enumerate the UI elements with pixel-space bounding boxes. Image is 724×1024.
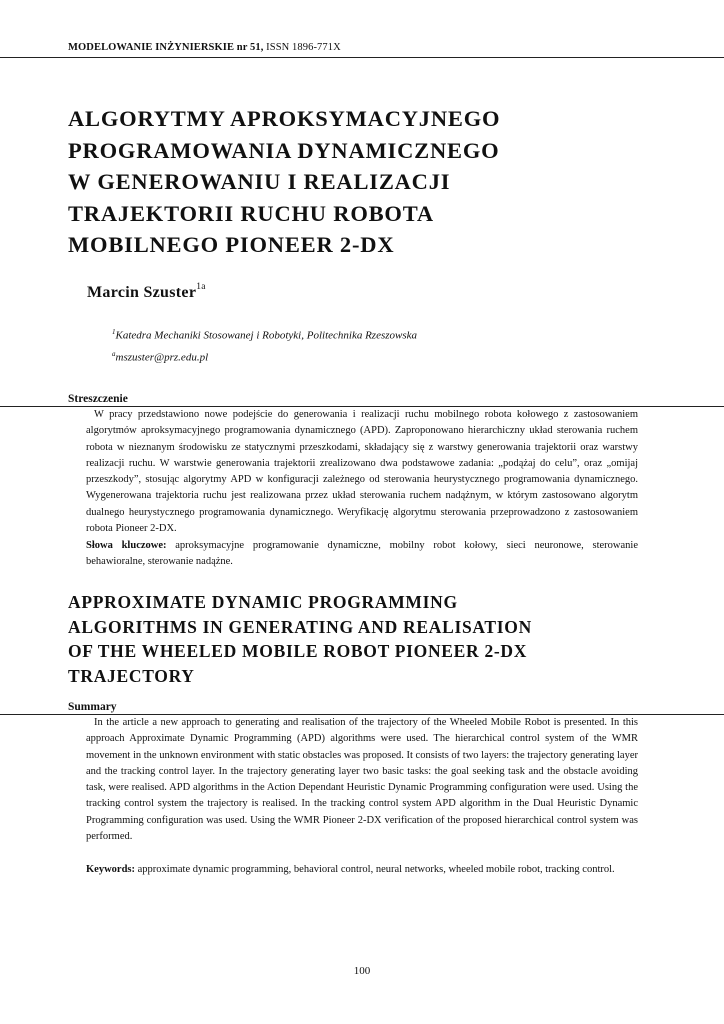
keywords-pl-label: Słowa kluczowe: [86,540,167,551]
author-sup: 1a [196,282,206,292]
title-english [68,590,668,688]
title-pl-line: ALGORYTMY APROKSYMACYJNEGO [68,106,501,131]
affiliation-line [112,323,417,345]
issn: ISSN 1896-771X [263,42,341,53]
journal-name: MODELOWANIE INŻYNIERSKIE nr 51, [68,42,264,53]
title-en-line: ALGORITHMS IN GENERATING AND REALISATION [68,616,532,637]
keywords-en-text: approximate dynamic programming, behavioral control, neural networks, wheeled mobile robot, tracking control. [135,864,615,875]
author-name: Marcin Szuster [87,284,197,301]
title-pl-line: W GENEROWANIU I REALIZACJI [68,169,451,194]
journal-header [68,42,341,53]
author [87,284,206,302]
page-number: 100 [353,965,371,977]
keywords-pl [86,538,638,571]
title-en-line: OF THE WHEELED MOBILE ROBOT PIONEER 2-DX [68,641,528,662]
keywords-pl-text: aproksymacyjne programowanie dynamiczne, mobilny robot kołowy, sieci neuronowe, sterowanie behawioralne, sterowanie nadążne. [86,540,638,568]
summary-heading: Summary [68,701,117,713]
keywords-en [86,862,638,878]
keywords-en-label: Keywords: [86,864,135,875]
title-pl-line: PROGRAMOWANIA DYNAMICZNEGO [68,137,500,163]
streszczenie-body [86,407,638,537]
title-pl-line: TRAJEKTORII RUCHU ROBOTA [68,200,434,226]
title-en-line: APPROXIMATE DYNAMIC PROGRAMMING [68,592,458,612]
title-pl-line: MOBILNEGO PIONEER 2-DX [68,232,395,257]
summary-text: In the article a new approach to generating and realisation of the trajectory of the Wheeled Mobile Robot is presented. In this approach Approximate Dynamic Programming (APD) algorithms were used. The hierarchical control system of the WMR movement in the unknown environment with static obstacles was proposed. It consists of two layers: the trajectory generating layer and the tracking control layer. In the trajectory generating layer two basic tasks: the goal seeking task and the obstacle avoiding task, were realised. APD algorithms in the Action Dependant Heuristic Dynamic Programming configuration were used. Using the tracking control system the trajectory is realised. In the tracking control system APD algorithm in the Dual Heuristic Dynamic Programming configuration was used. Using the WMR Pioneer 2-DX verification of the proposed hierarchical control system was performed. [86,717,638,843]
affiliation-sup: 1 [112,328,116,336]
email-sup: a [112,349,116,358]
title-polish [68,103,668,261]
affiliation-text: Katedra Mechaniki Stosowanej i Robotyki, Politechnika Rzeszowska [115,329,418,342]
streszczenie-text: W pracy przedstawiono nowe podejście do generowania i realizacji ruchu mobilnego robota kołowego z zastosowaniem algorytmów aproksymacyjnego programowania dynamicznego (APD). Zaproponowano hierarchiczny układ sterowania ruchem robota w nieznanym środowisku ze statycznymi przeszkodami, składający się z warstwy generowania trajektorii oraz warstwy realizacji ruchu. W warstwie generowania trajektorii zrealizowano dwa podstawowe zadania: „podążaj do celu”, oraz „omijaj przeszkody”, stosując algorytmy APD w konfiguracji zależnego od sterowania heurystycznego programowania dynamicznego. Wygenerowana trajektoria ruchu jest realizowana przez układ sterowania ruchem nadążnym, w którym zastosowano algorytm dualnego heurystycznego programowania dynamicznego. Weryfikację algorytmu sterowania przeprowadzono z zastosowaniem robota Pioneer 2-DX. [86,409,638,535]
email-text: mszuster@prz.edu.pl [115,351,209,364]
streszczenie-heading: Streszczenie [68,393,128,405]
header-rule [0,57,724,58]
email-line [112,345,417,367]
affiliation [112,323,417,366]
summary-body [86,715,638,845]
title-en-line: TRAJECTORY [68,665,195,686]
